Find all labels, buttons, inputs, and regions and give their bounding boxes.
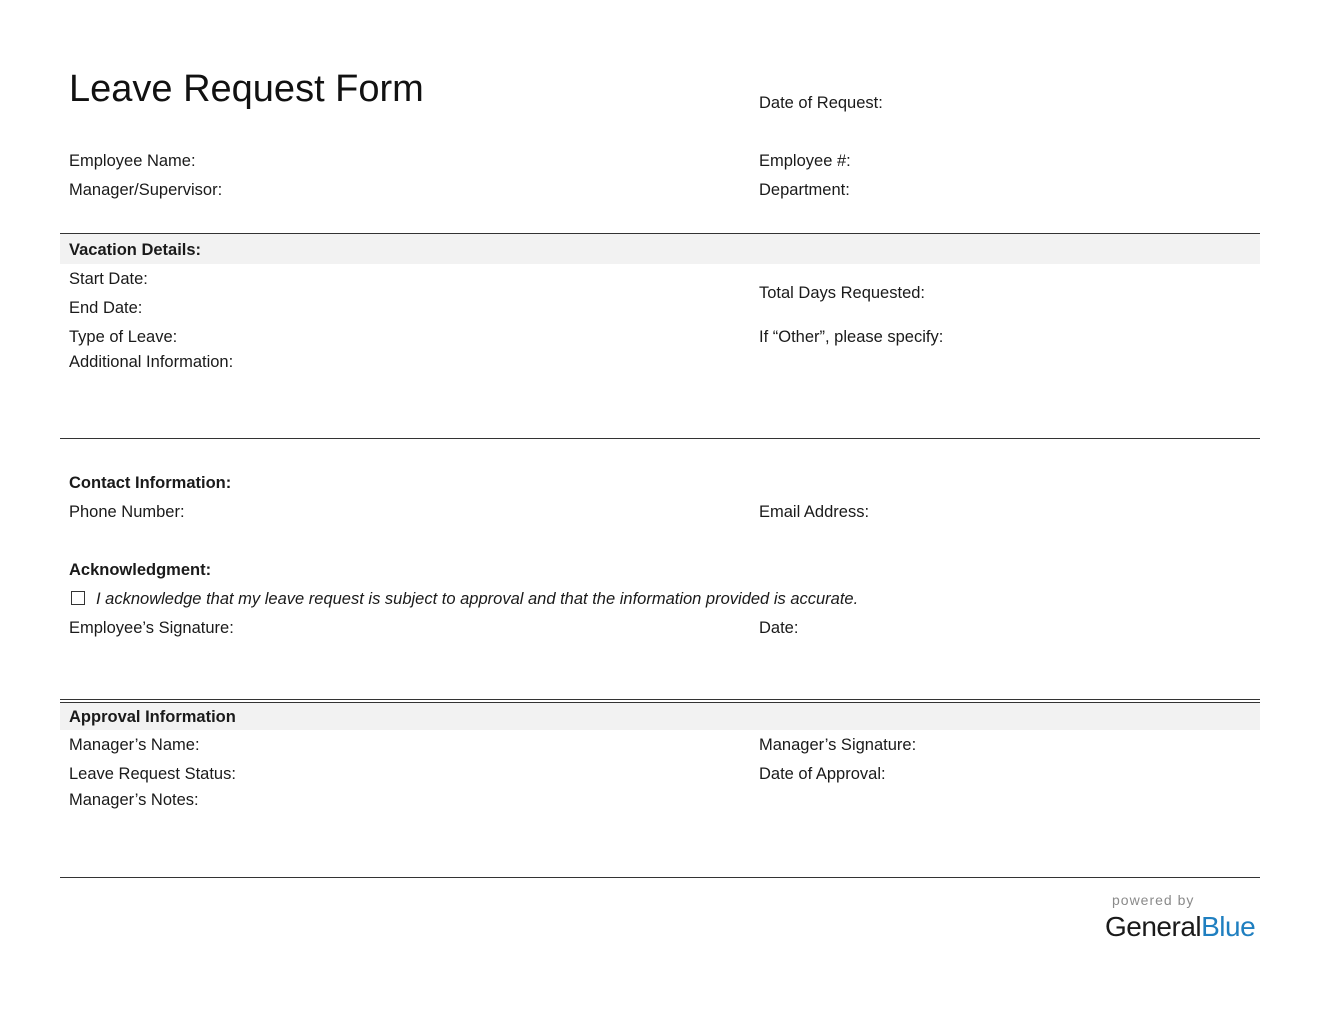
end-date-label: End Date: [69, 299, 143, 317]
generalblue-logo[interactable] [1105, 909, 1255, 945]
section-divider-footer [60, 877, 1260, 878]
start-date-label: Start Date: [69, 270, 148, 288]
vacation-details-heading: Vacation Details: [69, 241, 202, 259]
employee-name-label: Employee Name: [69, 152, 196, 170]
type-of-leave-label: Type of Leave: [69, 328, 178, 346]
leave-request-status-label: Leave Request Status: [69, 765, 236, 783]
manager-notes-label: Manager’s Notes: [69, 791, 199, 809]
department-label: Department: [759, 181, 850, 199]
email-address-label: Email Address: [759, 503, 870, 521]
other-specify-label: If “Other”, please specify: [759, 328, 944, 346]
logo-general-text: General [1105, 911, 1202, 942]
additional-information-label: Additional Information: [69, 353, 234, 371]
phone-number-label: Phone Number: [69, 503, 185, 521]
logo-blue-text: Blue [1201, 911, 1256, 942]
manager-signature-label: Manager’s Signature: [759, 736, 917, 754]
acknowledgment-heading: Acknowledgment: [69, 561, 212, 579]
acknowledgment-date-label: Date: [759, 619, 799, 637]
manager-supervisor-label: Manager/Supervisor: [69, 181, 223, 199]
powered-by-text: powered by [1112, 892, 1195, 908]
employee-number-label: Employee #: [759, 152, 851, 170]
page-title: Leave Request Form [69, 68, 424, 110]
vacation-heading-band [60, 234, 1260, 264]
employee-signature-label: Employee’s Signature: [69, 619, 234, 637]
approval-heading-band [60, 703, 1260, 730]
acknowledgment-checkbox[interactable] [71, 591, 85, 605]
approval-information-heading: Approval Information [69, 708, 236, 726]
total-days-requested-label: Total Days Requested: [759, 284, 926, 302]
contact-information-heading: Contact Information: [69, 474, 232, 492]
manager-name-label: Manager’s Name: [69, 736, 200, 754]
date-of-approval-label: Date of Approval: [759, 765, 886, 783]
date-of-request-label: Date of Request: [759, 94, 883, 112]
acknowledgment-row [71, 589, 858, 609]
section-divider-contact [60, 438, 1260, 439]
acknowledgment-statement: I acknowledge that my leave request is subject to approval and that the information provided is accurate. [96, 590, 859, 608]
